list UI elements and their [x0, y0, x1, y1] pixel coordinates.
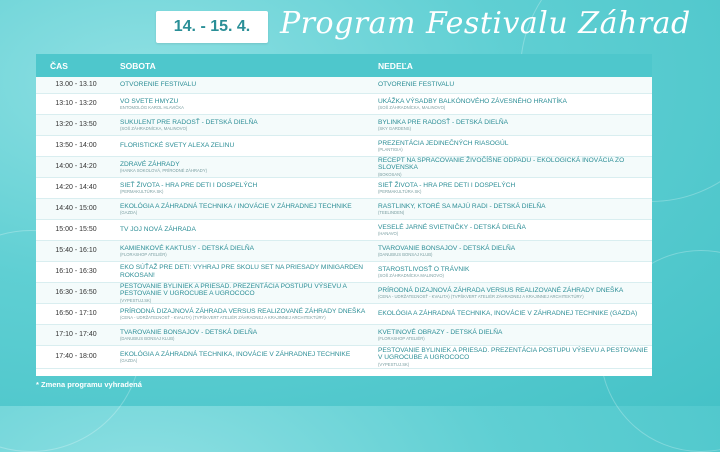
- saturday-cell: [116, 329, 372, 342]
- sunday-cell: [372, 182, 652, 195]
- saturday-cell: [116, 245, 372, 258]
- time-cell: 13:10 - 13:20: [55, 99, 97, 107]
- sunday-cell: [372, 347, 652, 368]
- saturday-cell: [116, 203, 372, 216]
- time-cell: 13.00 - 13.10: [55, 80, 97, 88]
- sunday-cell: [372, 119, 652, 132]
- saturday-cell: [116, 98, 372, 111]
- table-row: [36, 220, 652, 241]
- saturday-cell: [116, 264, 372, 280]
- event-title: SIEŤ ŽIVOTA - HRA PRE DETI I DOSPELÝCH: [120, 181, 258, 189]
- column-header-saturday: SOBOTA: [120, 60, 156, 71]
- event-title: SIEŤ ŽIVOTA - HRA PRE DETI I DOSPELÝCH: [378, 181, 516, 189]
- event-title: BYLINKA PRE RADOSŤ - DETSKÁ DIELŇA: [378, 118, 509, 126]
- program-table: [36, 54, 652, 376]
- event-title: PRÍRODNÁ DIZAJNOVÁ ZÁHRADA VERSUS REALIZOVANÉ ZÁHRADY DNEŠKA: [378, 286, 624, 294]
- sunday-cell: [372, 140, 652, 153]
- table-row: [36, 304, 652, 325]
- event-title: RECEPT NA SPRACOVANIE ŽIVOČÍŠNE ODPADU - EKOLOGICKÁ INOVÁCIA ZO SLOVENSKA: [378, 156, 625, 172]
- event-title: VO SVETE HMYZU: [120, 97, 179, 105]
- table-row: [36, 283, 652, 304]
- sunday-cell: [372, 266, 652, 279]
- table-row: [36, 178, 652, 199]
- event-organizer: (SOŠ ZÁHRADNÍCKA, MALINOVO): [378, 105, 446, 111]
- saturday-cell: [116, 182, 372, 195]
- event-title: EKOLÓGIA A ZÁHRADNÁ TECHNIKA, INOVÁCIE V ZÁHRADNEJ TECHNIKE (GAZDA): [378, 310, 638, 318]
- time-cell: 14:00 - 14:20: [55, 162, 97, 170]
- saturday-cell: [116, 161, 372, 174]
- saturday-cell: [116, 142, 372, 150]
- event-organizer: (FLORASHOP ATELIÉR): [378, 336, 425, 342]
- time-cell: 15:00 - 15:50: [55, 225, 97, 233]
- event-title: RASTLINKY, KTORÉ SA MAJÚ RADI - DETSKÁ DIELŇA: [378, 202, 546, 210]
- sunday-cell: [372, 329, 652, 342]
- table-row: [36, 115, 652, 136]
- event-organizer: (SKY GARDENS): [378, 126, 411, 132]
- event-title: TVAROVANIE BONSAJOV - DETSKÁ DIELŇA: [120, 328, 258, 336]
- event-organizer: (HANAVO): [378, 231, 399, 237]
- event-title: KVETINOVÉ OBRAZY - DETSKÁ DIELŇA: [378, 328, 503, 336]
- event-title: SUKULENT PRE RADOSŤ - DETSKÁ DIELŇA: [120, 118, 258, 126]
- saturday-cell: [116, 226, 372, 234]
- saturday-cell: [116, 351, 372, 364]
- sunday-cell: [372, 157, 652, 178]
- table-body: [36, 77, 652, 369]
- event-organizer: (DANUBIUS BONSAJ KLUB): [378, 252, 433, 258]
- saturday-cell: [116, 283, 372, 304]
- time-cell: 13:50 - 14:00: [55, 141, 97, 149]
- table-row: [36, 77, 652, 94]
- event-title: PESTOVANIE BYLINIEK A PRIESAD. PREZENTÁCIA POSTUPU VÝSEVU A PESTOVANIE V UGROCUBE A UGROCOCO: [120, 282, 347, 298]
- event-organizer: (VYPESTUJ.SK): [120, 298, 152, 304]
- time-cell: 14:40 - 15:00: [55, 204, 97, 212]
- table-row: [36, 136, 652, 157]
- table-row: [36, 94, 652, 115]
- time-cell: 14:20 - 14:40: [55, 183, 97, 191]
- event-organizer: (DANUBIUS BONSAJ KLUB): [120, 336, 175, 342]
- table-header: [36, 54, 652, 77]
- page-title: Program Festivalu Záhrad: [280, 6, 691, 41]
- event-title: EKO SÚŤAŽ PRE DETI: VYHRAJ PRE SKOLU SET NA PRIESADY MINIGARDEN ROKOSAN!: [120, 264, 364, 279]
- event-title: EKOLÓGIA A ZÁHRADNÁ TECHNIKA / INOVÁCIE V ZÁHRADNEJ TECHNIKE: [120, 202, 352, 210]
- time-cell: 17:10 - 17:40: [55, 330, 97, 338]
- event-organizer: (PLANTIGIA): [378, 147, 403, 153]
- event-title: OTVORENIE FESTIVALU: [378, 81, 455, 89]
- time-cell: 16:50 - 17:10: [55, 309, 97, 317]
- event-organizer: (HANKA SOKOLOVÁ, PRÍRODNÉ ZÁHRADY): [120, 168, 208, 174]
- table-row: [36, 346, 652, 369]
- sunday-cell: [372, 203, 652, 216]
- table-row: [36, 157, 652, 178]
- footnote: * Zmena programu vyhradená: [36, 380, 142, 389]
- event-organizer: ENTOMOLÓG KAROL HLAVIČKA: [120, 105, 184, 111]
- event-organizer: (GAZDA): [120, 210, 138, 216]
- saturday-cell: [116, 308, 372, 321]
- event-title: TV JOJ NOVÁ ZÁHRADA: [120, 226, 196, 234]
- column-header-time: ČAS: [50, 60, 68, 71]
- event-title: OTVORENIE FESTIVALU: [120, 81, 197, 89]
- table-row: [36, 325, 652, 346]
- event-organizer: (PERMAKULTÚRA SK): [378, 189, 422, 195]
- event-organizer: (FLORASHOP ATELIÉR): [120, 252, 167, 258]
- event-title: KAMIENKOVÉ KAKTUSY - DETSKÁ DIELŇA: [120, 244, 254, 252]
- table-row: [36, 241, 652, 262]
- saturday-cell: [116, 81, 372, 89]
- sunday-cell: [372, 98, 652, 111]
- event-organizer: (SOŠ ZÁHRADNÍCKA MALINOVO): [378, 273, 444, 279]
- sunday-cell: [372, 287, 652, 300]
- time-cell: 16:30 - 16:50: [55, 288, 97, 296]
- date-range-badge: 14. - 15. 4.: [156, 11, 268, 43]
- table-row: [36, 199, 652, 220]
- event-title: PESTOVANIE BYLINIEK A PRIESAD. PREZENTÁCIA POSTUPU VÝSEVU A PESTOVANIE V UGROCUBE A UGROCOCO: [378, 346, 648, 362]
- table-row: [36, 262, 652, 283]
- event-title: EKOLÓGIA A ZÁHRADNÁ TECHNIKA, INOVÁCIE V ZÁHRADNEJ TECHNIKE: [120, 350, 351, 358]
- column-header-sunday: NEDEĽA: [378, 60, 413, 71]
- event-title: PREZENTÁCIA JEDINEČNÝCH RIASOGÚL: [378, 139, 509, 147]
- event-organizer: (PERMAKULTÚRA SK): [120, 189, 164, 195]
- event-title: TVAROVANIE BONSAJOV - DETSKÁ DIELŇA: [378, 244, 516, 252]
- event-organizer: (SOŠ ZÁHRADNÍCKA, MALINOVO): [120, 126, 188, 132]
- event-organizer: (CENA - UDRŽATEĽNOSŤ - KVALITA) (TVPŠKVERT ATELIÉR ZÁHRADNEJ A KRAJINNEJ ARCHITEKTÚRY): [120, 315, 326, 321]
- event-organizer: (VYPESTUJ.SK): [378, 362, 410, 368]
- event-title: ZDRAVÉ ZÁHRADY: [120, 160, 180, 168]
- sunday-cell: [372, 310, 652, 318]
- event-title: PRÍRODNÁ DIZAJNOVÁ ZÁHRADA VERSUS REALIZOVANÉ ZÁHRADY DNEŠKA: [120, 307, 366, 315]
- time-cell: 17:40 - 18:00: [55, 352, 97, 360]
- event-title: STAROSTLIVOSŤ O TRÁVNIK: [378, 265, 470, 273]
- time-cell: 13:20 - 13:50: [55, 120, 97, 128]
- event-title: FLORISTICKÉ SVETY ALEXA ZELINU: [120, 142, 235, 150]
- event-title: VESELÉ JARNÉ SVIETNIČKY - DETSKÁ DIELŇA: [378, 223, 526, 231]
- event-organizer: (CENA - UDRŽATEĽNOSŤ - KVALITA) (TVPŠKVERT ATELIÉR ZÁHRADNEJ A KRAJINNEJ ARCHITEKTÚRY): [378, 294, 584, 300]
- saturday-cell: [116, 119, 372, 132]
- time-cell: 16:10 - 16:30: [55, 267, 97, 275]
- sunday-cell: [372, 81, 652, 89]
- event-organizer: (GAZDA): [120, 358, 138, 364]
- event-title: UKÁŽKA VÝSADBY BALKÓNOVÉHO ZÁVESNÉHO HRANTÍKA: [378, 97, 567, 105]
- event-organizer: (TEELINDEN): [378, 210, 405, 216]
- event-organizer: (BOKOSAN): [378, 172, 402, 178]
- sunday-cell: [372, 245, 652, 258]
- sunday-cell: [372, 224, 652, 237]
- time-cell: 15:40 - 16:10: [55, 246, 97, 254]
